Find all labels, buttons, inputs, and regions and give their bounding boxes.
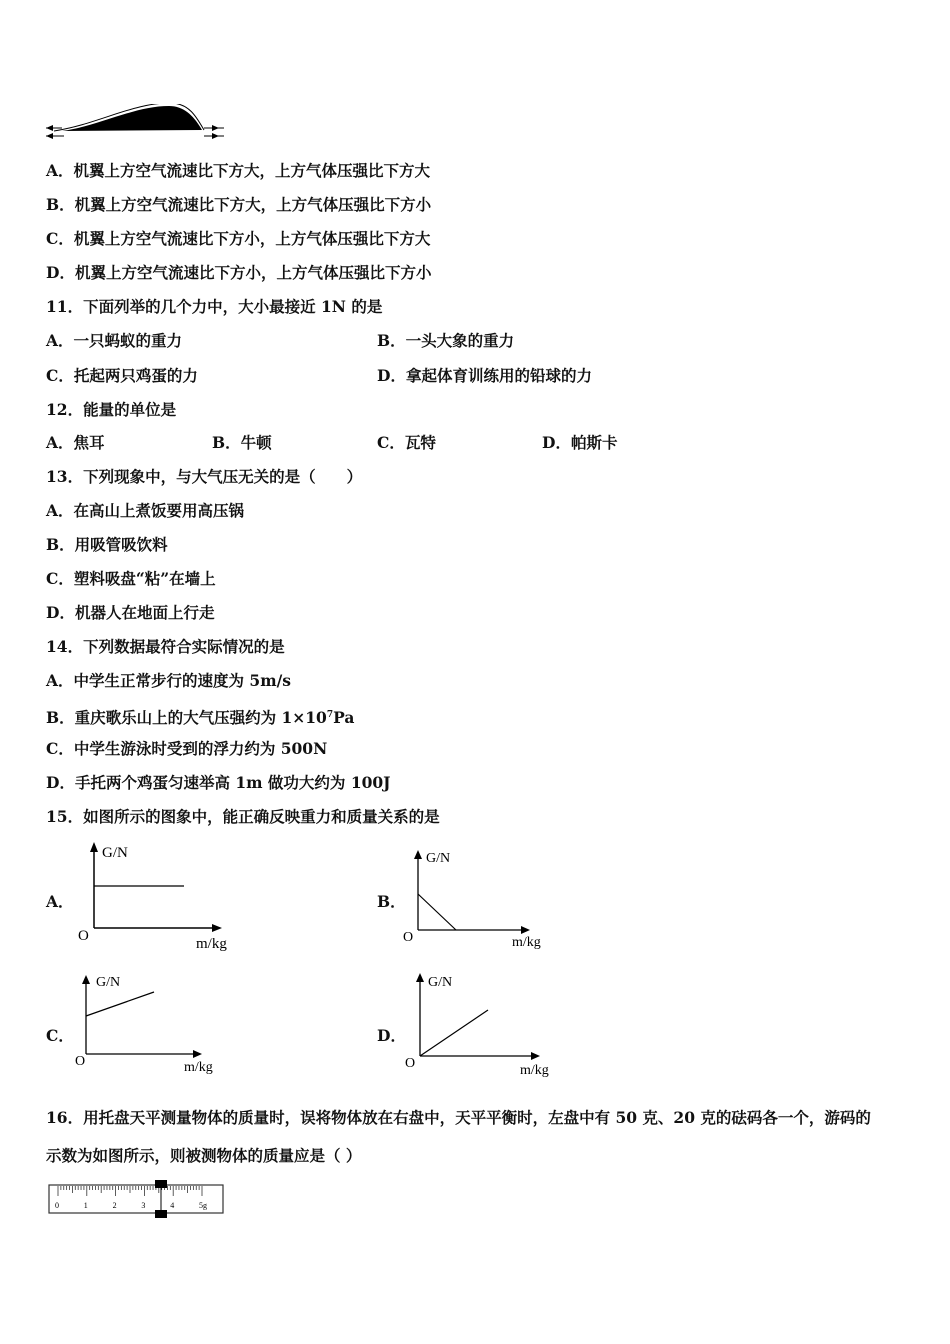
q15-graph-a [76, 840, 246, 955]
q15-graph-a-y-label: G/N [102, 845, 128, 861]
q15-graph-b-origin: O [403, 930, 414, 945]
q15-graph-d-origin: O [405, 1056, 416, 1071]
q16-stem-line-1: 16．用托盘天平测量物体的质量时，误将物体放在右盘中，天平平衡时，左盘中有 50 克、20 克的砝码各一个，游码的 [46, 1108, 871, 1127]
q15-graph-d-y-label: G/N [428, 975, 453, 990]
q15-graph-b-x-label: m/kg [512, 935, 541, 950]
q16-stem-line-2: 示数为如图所示，则被测物体的质量应是（ ） [46, 1146, 362, 1165]
ruler-tick-label: 3 [141, 1201, 146, 1210]
q14-option-b-text: B．重庆歌乐山上的大气压强约为 1×10 [46, 708, 327, 728]
q16-rider-ruler [46, 1178, 228, 1222]
q10-option-b: B．机翼上方空气流速比下方大，上方气体压强比下方小 [46, 195, 432, 214]
ruler-tick-label: 2 [112, 1201, 117, 1210]
q10-option-a: A．机翼上方空气流速比下方大，上方气体压强比下方大 [46, 161, 431, 180]
q14-option-b-unit: Pa [333, 708, 355, 728]
q15-graph-b [400, 846, 560, 954]
q13-option-a: A．在高山上煮饭要用高压锅 [46, 501, 245, 520]
q15-graph-b-y-label: G/N [426, 851, 451, 866]
q12-option-c: C．瓦特 [377, 433, 436, 452]
q15-graph-c-x-label: m/kg [184, 1060, 213, 1075]
q12-option-d: D．帕斯卡 [542, 433, 618, 452]
q15-graph-d [402, 968, 562, 1080]
q14-option-b-exponent: 7 [326, 710, 334, 720]
q14-option-b [46, 705, 354, 728]
q10-option-d: D．机翼上方空气流速比下方小，上方气体压强比下方小 [46, 263, 432, 282]
q13-option-b: B．用吸管吸饮料 [46, 535, 168, 554]
q15-graph-c-y-label: G/N [96, 975, 121, 990]
ruler-tick-label: 1 [83, 1201, 88, 1210]
q14-stem: 14．下列数据最符合实际情况的是 [46, 637, 285, 656]
q13-option-d: D．机器人在地面上行走 [46, 603, 215, 622]
ruler-tick-label: 5g [199, 1201, 207, 1210]
q15-stem: 15．如图所示的图象中，能正确反映重力和质量关系的是 [46, 807, 440, 826]
ruler-tick-label: 4 [170, 1201, 175, 1210]
q14-option-d: D．手托两个鸡蛋匀速举高 1m 做功大约为 100J [46, 773, 391, 792]
q15-graph-c-label: C． [46, 1026, 74, 1045]
q10-option-c: C．机翼上方空气流速比下方小，上方气体压强比下方大 [46, 229, 431, 248]
q15-graph-d-x-label: m/kg [520, 1063, 549, 1078]
q13-option-c: C．塑料吸盘“粘”在墙上 [46, 569, 216, 588]
q15-graph-d-label: D． [377, 1026, 406, 1045]
q15-graph-b-label: B． [377, 892, 406, 911]
airfoil-figure [44, 104, 234, 144]
q15-graph-a-x-label: m/kg [196, 936, 227, 952]
q15-graph-a-label: A． [46, 892, 74, 911]
q11-stem: 11．下面列举的几个力中，大小最接近 1N 的是 [46, 297, 383, 316]
q14-option-c: C．中学生游泳时受到的浮力约为 500N [46, 739, 328, 758]
q12-option-b: B．牛顿 [212, 433, 272, 452]
q11-option-c: C．托起两只鸡蛋的力 [46, 366, 198, 385]
q11-option-b: B．一头大象的重力 [377, 331, 515, 350]
q11-option-d: D．拿起体育训练用的铅球的力 [377, 366, 592, 385]
q13-stem: 13．下列现象中，与大气压无关的是（ ） [46, 467, 363, 486]
q15-graph-a-origin: O [78, 928, 89, 944]
q15-graph-c [72, 970, 232, 1078]
q11-option-a: A．一只蚂蚁的重力 [46, 331, 183, 350]
q12-option-a: A．焦耳 [46, 433, 105, 452]
q14-option-a: A．中学生正常步行的速度为 5m/s [46, 671, 291, 690]
ruler-tick-label: 0 [55, 1201, 59, 1210]
q12-stem: 12．能量的单位是 [46, 400, 177, 419]
q15-graph-c-origin: O [75, 1054, 86, 1069]
